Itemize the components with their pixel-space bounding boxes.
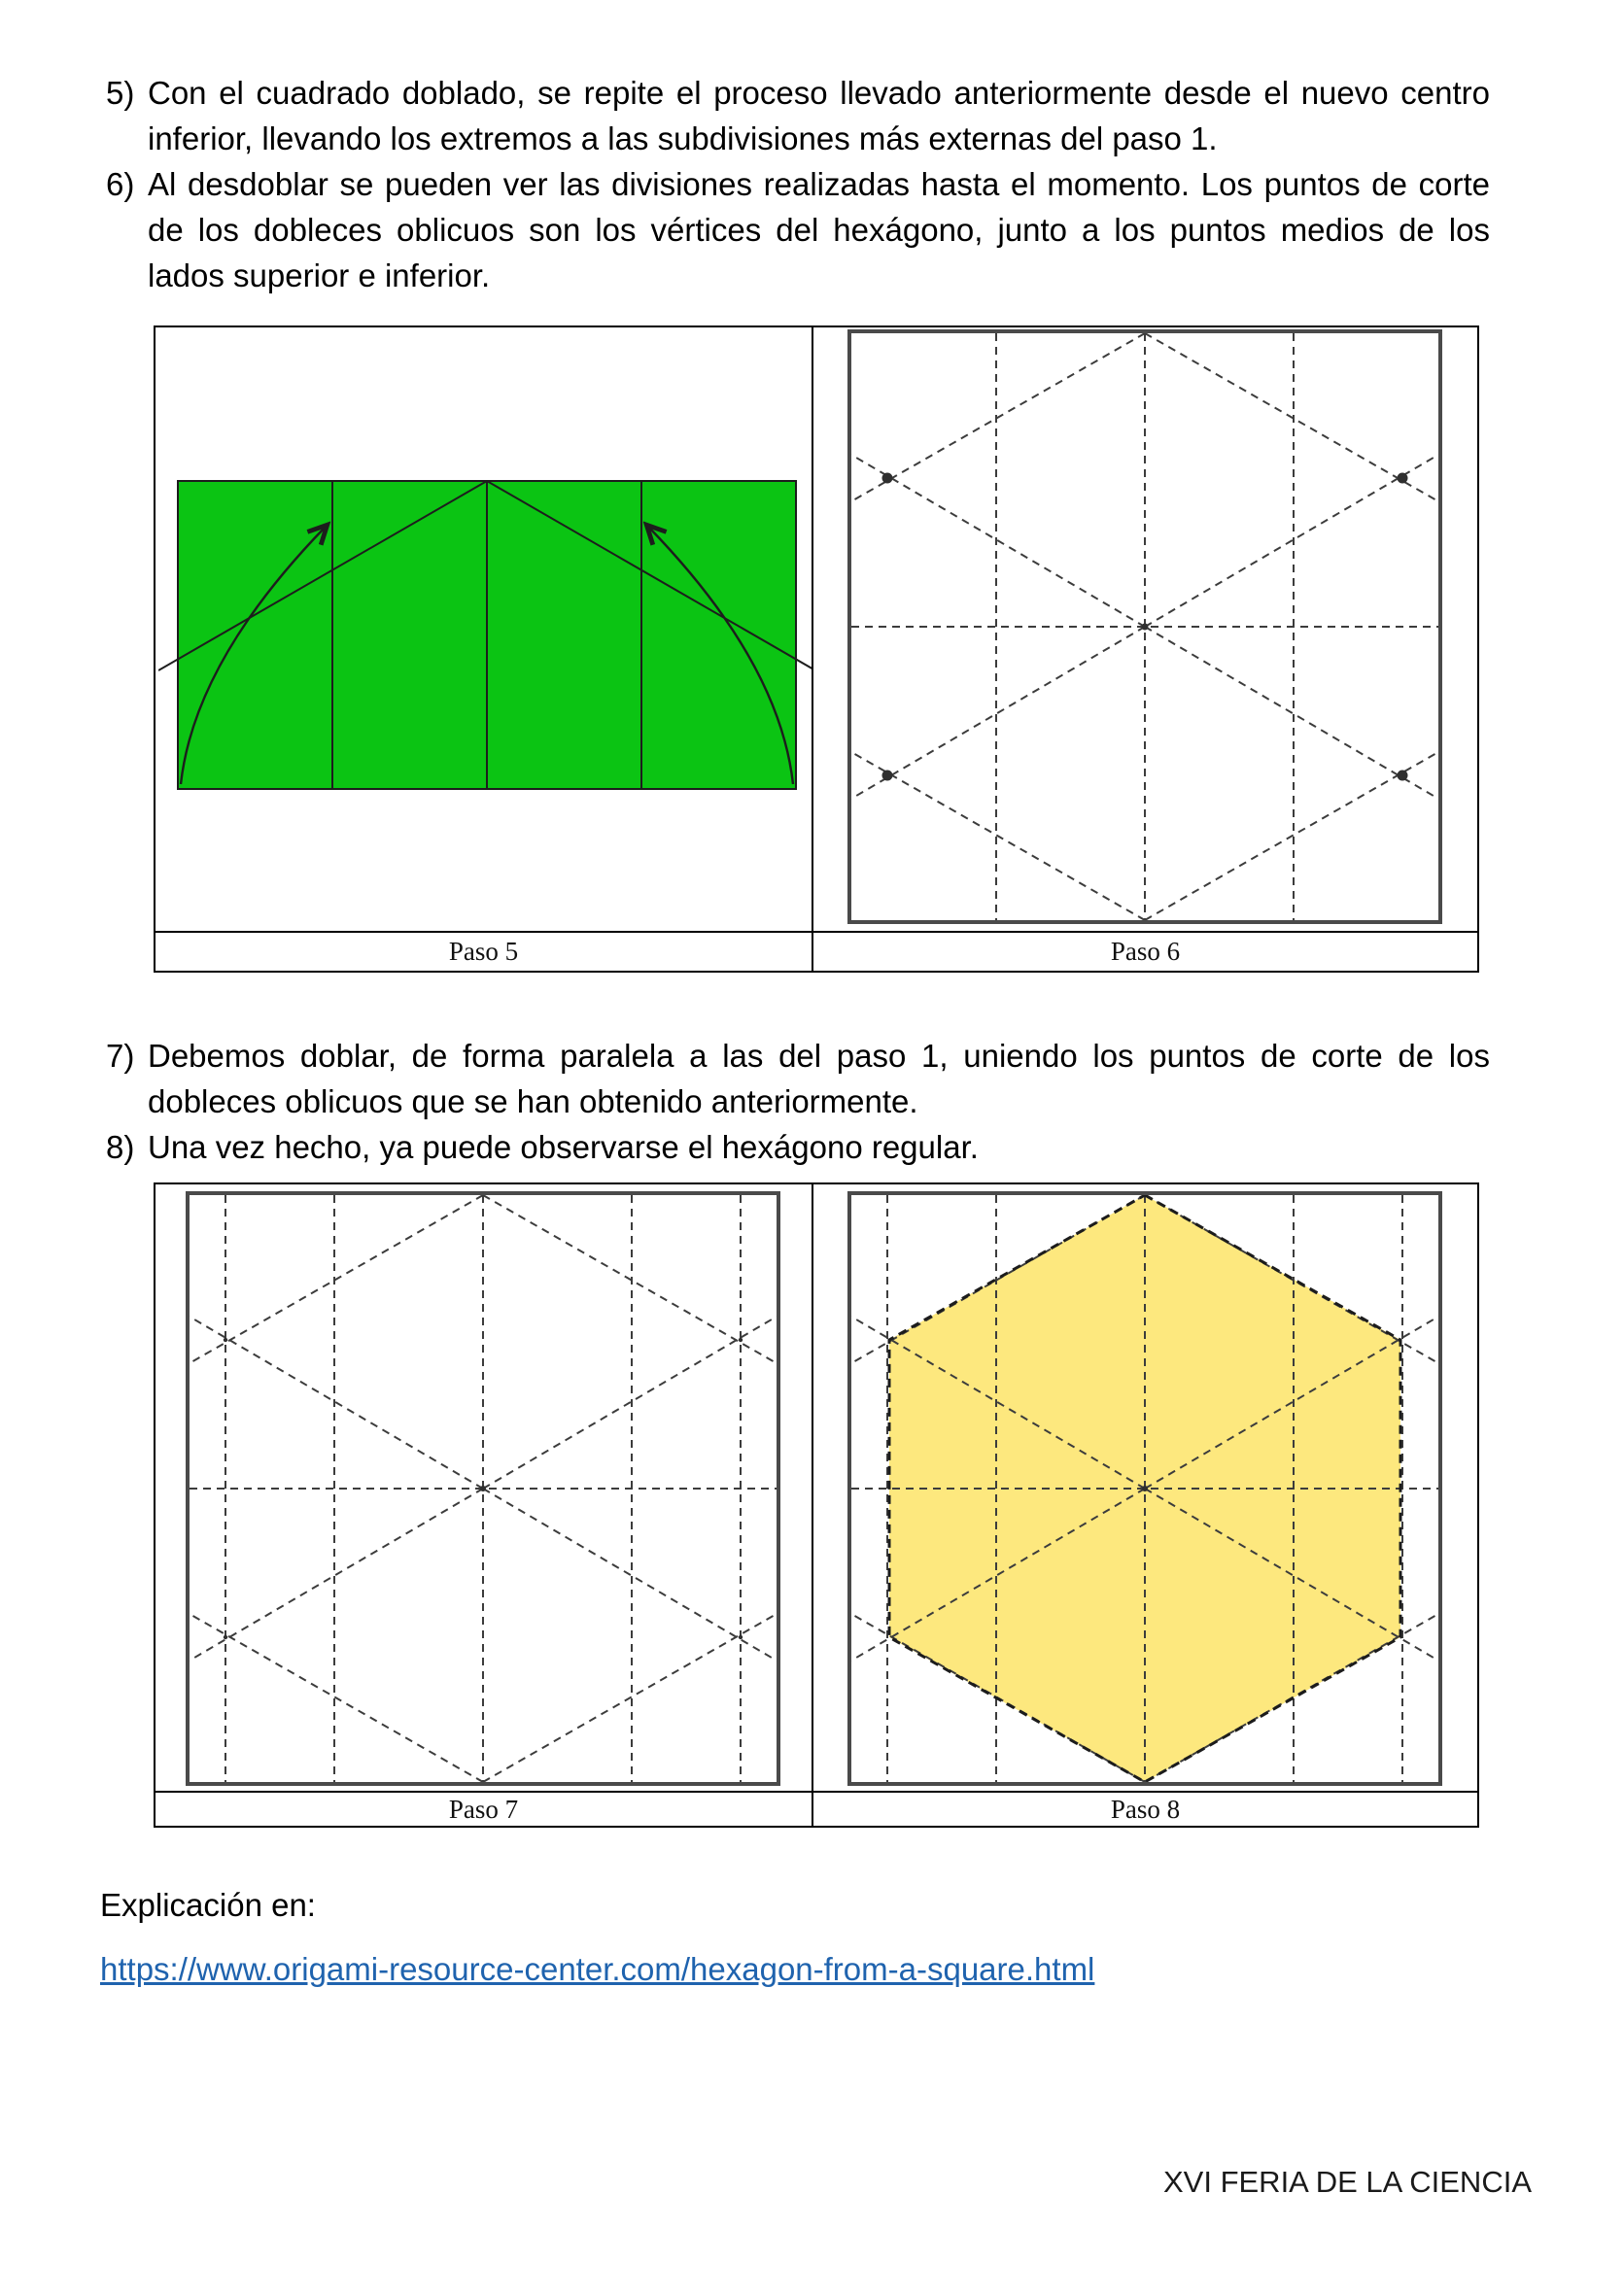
paso7-figure xyxy=(186,1191,780,1786)
origami-resource-link[interactable]: https://www.origami-resource-center.com/hexagon-from-a-square.html xyxy=(100,1951,1095,1987)
hexagon-vertex-dot xyxy=(882,771,893,781)
center-dot xyxy=(1142,624,1149,631)
figure-cell-paso7 xyxy=(155,1184,813,1791)
figure-cell-paso6 xyxy=(813,327,1477,931)
hexagon-vertex-mark xyxy=(224,1635,227,1639)
step-list-mid xyxy=(106,1033,1490,1170)
paso6-figure xyxy=(847,329,1442,924)
step6-text: Al desdoblar se pueden ver las divisiones realizadas hasta el momento. Los puntos de corte de los dobleces oblicuos son los vértices del hexágono, junto a los puntos medios de los lados superior e inferior. xyxy=(148,166,1490,293)
step8-text: Una vez hecho, ya puede observarse el hexágono regular. xyxy=(148,1129,979,1165)
paso5-figure xyxy=(158,462,813,808)
figure-cell-paso5 xyxy=(155,327,813,931)
list-item-step7 xyxy=(106,1033,1490,1124)
list-item-step8 xyxy=(106,1124,1490,1170)
caption-paso7: Paso 7 xyxy=(155,1791,813,1826)
step8-number: 8) xyxy=(106,1129,135,1165)
hexagon-vertex-mark xyxy=(224,1338,227,1342)
figure-cell-paso8 xyxy=(813,1184,1477,1791)
figure-table-paso7-8 xyxy=(154,1182,1479,1828)
caption-paso6: Paso 6 xyxy=(813,931,1477,971)
caption-paso8: Paso 8 xyxy=(813,1791,1477,1826)
footer-text: XVI FERIA DE LA CIENCIA xyxy=(1162,2165,1532,2199)
step-list-top xyxy=(106,70,1490,298)
figure-table-paso5-6 xyxy=(154,326,1479,973)
hexagon-vertex-mark xyxy=(739,1635,743,1639)
step6-number: 6) xyxy=(106,166,135,202)
paso8-figure xyxy=(847,1191,1442,1786)
step5-number: 5) xyxy=(106,75,135,111)
explanation-label: Explicación en: xyxy=(100,1887,316,1923)
step7-text: Debemos doblar, de forma paralela a las del paso 1, uniendo los puntos de corte de los dobleces oblicuos que se han obtenido anteriormente. xyxy=(148,1038,1490,1119)
step5-text: Con el cuadrado doblado, se repite el proceso llevado anteriormente desde el nuevo centro inferior, llevando los extremos a las subdivisiones más externas del paso 1. xyxy=(148,75,1490,156)
center-dot xyxy=(1142,1486,1148,1491)
hexagon-vertex-dot xyxy=(1398,473,1408,484)
caption-paso5: Paso 5 xyxy=(155,931,813,971)
hexagon-vertex-dot xyxy=(882,473,893,484)
list-item-step5 xyxy=(106,70,1490,161)
step7-number: 7) xyxy=(106,1038,135,1074)
center-dot xyxy=(480,1486,486,1491)
list-item-step6 xyxy=(106,161,1490,298)
hexagon-vertex-dot xyxy=(1398,771,1408,781)
hexagon-vertex-mark xyxy=(739,1338,743,1342)
